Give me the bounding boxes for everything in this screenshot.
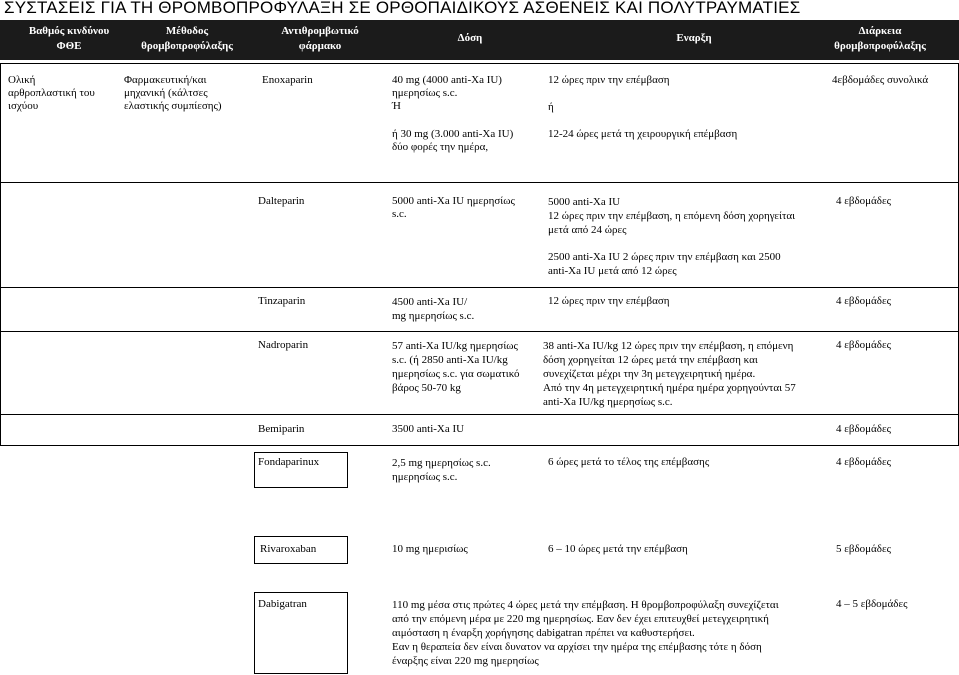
duration-nadroparin: 4 εβδομάδες <box>836 339 891 351</box>
header-risk: Βαθμός κινδύνου ΦΘΕ <box>28 25 110 52</box>
dose-bemiparin: 3500 anti-Xa IU <box>392 423 465 435</box>
start-fondaparinux: 6 ώρες μετά το τέλος της επέμβασης <box>548 456 710 468</box>
drug-bemiparin: Bemiparin <box>258 423 305 435</box>
start-enoxaparin-b: 12-24 ώρες μετά τη χειρουργική επέμβαση <box>548 128 738 140</box>
rule-line <box>0 63 1 445</box>
start-dalteparin-b: 2500 anti-Xa IU 2 ώρες πριν την επέμβαση και 2500 anti-Xa IU μετά από 12 ώρες <box>548 251 781 277</box>
rule-line <box>0 414 959 415</box>
header-method: Μέθοδος θρομβοπροφύλαξης <box>141 25 233 52</box>
dose-nadroparin: 57 anti-Xa IU/kg ημερησίως s.c. (ή 2850 anti-Xa IU/kg ημερησίως s.c. για σωματικό βάρος 50-70 kg <box>392 340 520 394</box>
duration-tinzaparin: 4 εβδομάδες <box>836 295 891 307</box>
rule-line <box>0 445 959 446</box>
dose-dalteparin: 5000 anti-Xa IU ημερησίως s.c. <box>392 195 515 220</box>
dose-tinzaparin: 4500 anti-Xa IU/ mg ημερησίως s.c. <box>392 296 475 322</box>
dose-enoxaparin-b: ή 30 mg (3.000 anti-Xa IU) δύο φορές την ημέρα, <box>392 128 514 153</box>
document-title: ΣΥΣΤΑΣΕΙΣ ΓΙΑ ΤΗ ΘΡΟΜΒΟΠΡΟΦΥΛΑΞΗ ΣΕ ΟΡΘΟΠΑΙΔΙΚΟΥΣ ΑΣΘΕΝΕΙΣ ΚΑΙ ΠΟΛΥΤΡΑΥΜΑΤΙΕΣ <box>4 0 801 17</box>
rule-line <box>0 287 959 288</box>
start-enoxaparin-or: ή <box>548 101 554 113</box>
header-drug: Αντιθρομβωτικό φάρμακο <box>281 25 359 52</box>
risk-cell: Ολική αρθροπλαστική του ισχύου <box>8 74 95 112</box>
header-start: Εναρξη <box>676 32 712 44</box>
drug-dalteparin: Dalteparin <box>258 195 305 207</box>
method-cell: Φαρμακευτική/και μηχανική (κάλτσες ελαστικής συμπίεσης) <box>124 74 222 112</box>
header-dose: Δόση <box>457 32 483 44</box>
drug-enoxaparin: Enoxaparin <box>262 74 313 86</box>
duration-dabigatran: 4 – 5 εβδομάδες <box>836 598 908 610</box>
dose-enoxaparin-a: 40 mg (4000 anti-Xa IU) ημερησίως s.c. Ή <box>392 74 502 112</box>
start-dalteparin-a: 5000 anti-Xa IU 12 ώρες πριν την επέμβαση, η επόμενη δόση χορηγείται μετά από 24 ώρες <box>548 196 796 236</box>
start-tinzaparin: 12 ώρες πριν την επέμβαση <box>548 295 670 307</box>
drug-dabigatran: Dabigatran <box>258 598 307 610</box>
start-rivaroxaban: 6 – 10 ώρες μετά την επέμβαση <box>548 543 688 555</box>
rule-line <box>0 182 959 183</box>
start-enoxaparin-a: 12 ώρες πριν την επέμβαση <box>548 74 670 86</box>
duration-enoxaparin: 4εβδομάδες συνολικά <box>832 74 929 86</box>
header-duration: Διάρκεια θρομβοπροφύλαξης <box>834 25 926 52</box>
duration-dalteparin: 4 εβδομάδες <box>836 195 891 207</box>
rule-line <box>0 331 959 332</box>
drug-fondaparinux: Fondaparinux <box>258 456 320 468</box>
drug-nadroparin: Nadroparin <box>258 339 309 351</box>
start-nadroparin: 38 anti-Xa IU/kg 12 ώρες πριν την επέμβαση, η επόμενη δόση χορηγείται 12 ώρες μετά την επέμβαση και συνεχίζεται μέχρι την 3η μετεγχειρητική ημέρα. Από την 4η μετεγχειρητική ημέρα ημέρα χορηγούνται 57 anti-Xa IU/kg ημερησίως s.c. <box>543 340 796 408</box>
duration-rivaroxaban: 5 εβδομάδες <box>836 543 891 555</box>
duration-fondaparinux: 4 εβδομάδες <box>836 456 891 468</box>
duration-bemiparin: 4 εβδομάδες <box>836 423 891 435</box>
text-dabigatran: 110 mg μέσα στις πρώτες 4 ώρες μετά την επέμβαση. Η θρομβοπροφύλαξη συνεχίζεται από την επόμενη μέρα με 220 mg ημερησίως. Εαν δεν έχει επιτευχθεί μετεγχειρητική αιμόσταση η έναρξη χορήγησης dabigatran πρέπει να καθυστερήσει. Εαν η θεραπεία δεν είναι δυνατον να αρχίσει την ημέρα της επέμβασης τότε η δόση έναρξης είναι 220 mg ημερησίως <box>392 599 779 667</box>
dose-rivaroxaban: 10 mg ημερισίως <box>392 543 468 555</box>
drug-tinzaparin: Tinzaparin <box>258 295 306 307</box>
dose-fondaparinux: 2,5 mg ημερησίως s.c. ημερησίως s.c. <box>392 457 491 483</box>
rule-line <box>0 63 959 64</box>
drug-rivaroxaban: Rivaroxaban <box>260 543 317 555</box>
